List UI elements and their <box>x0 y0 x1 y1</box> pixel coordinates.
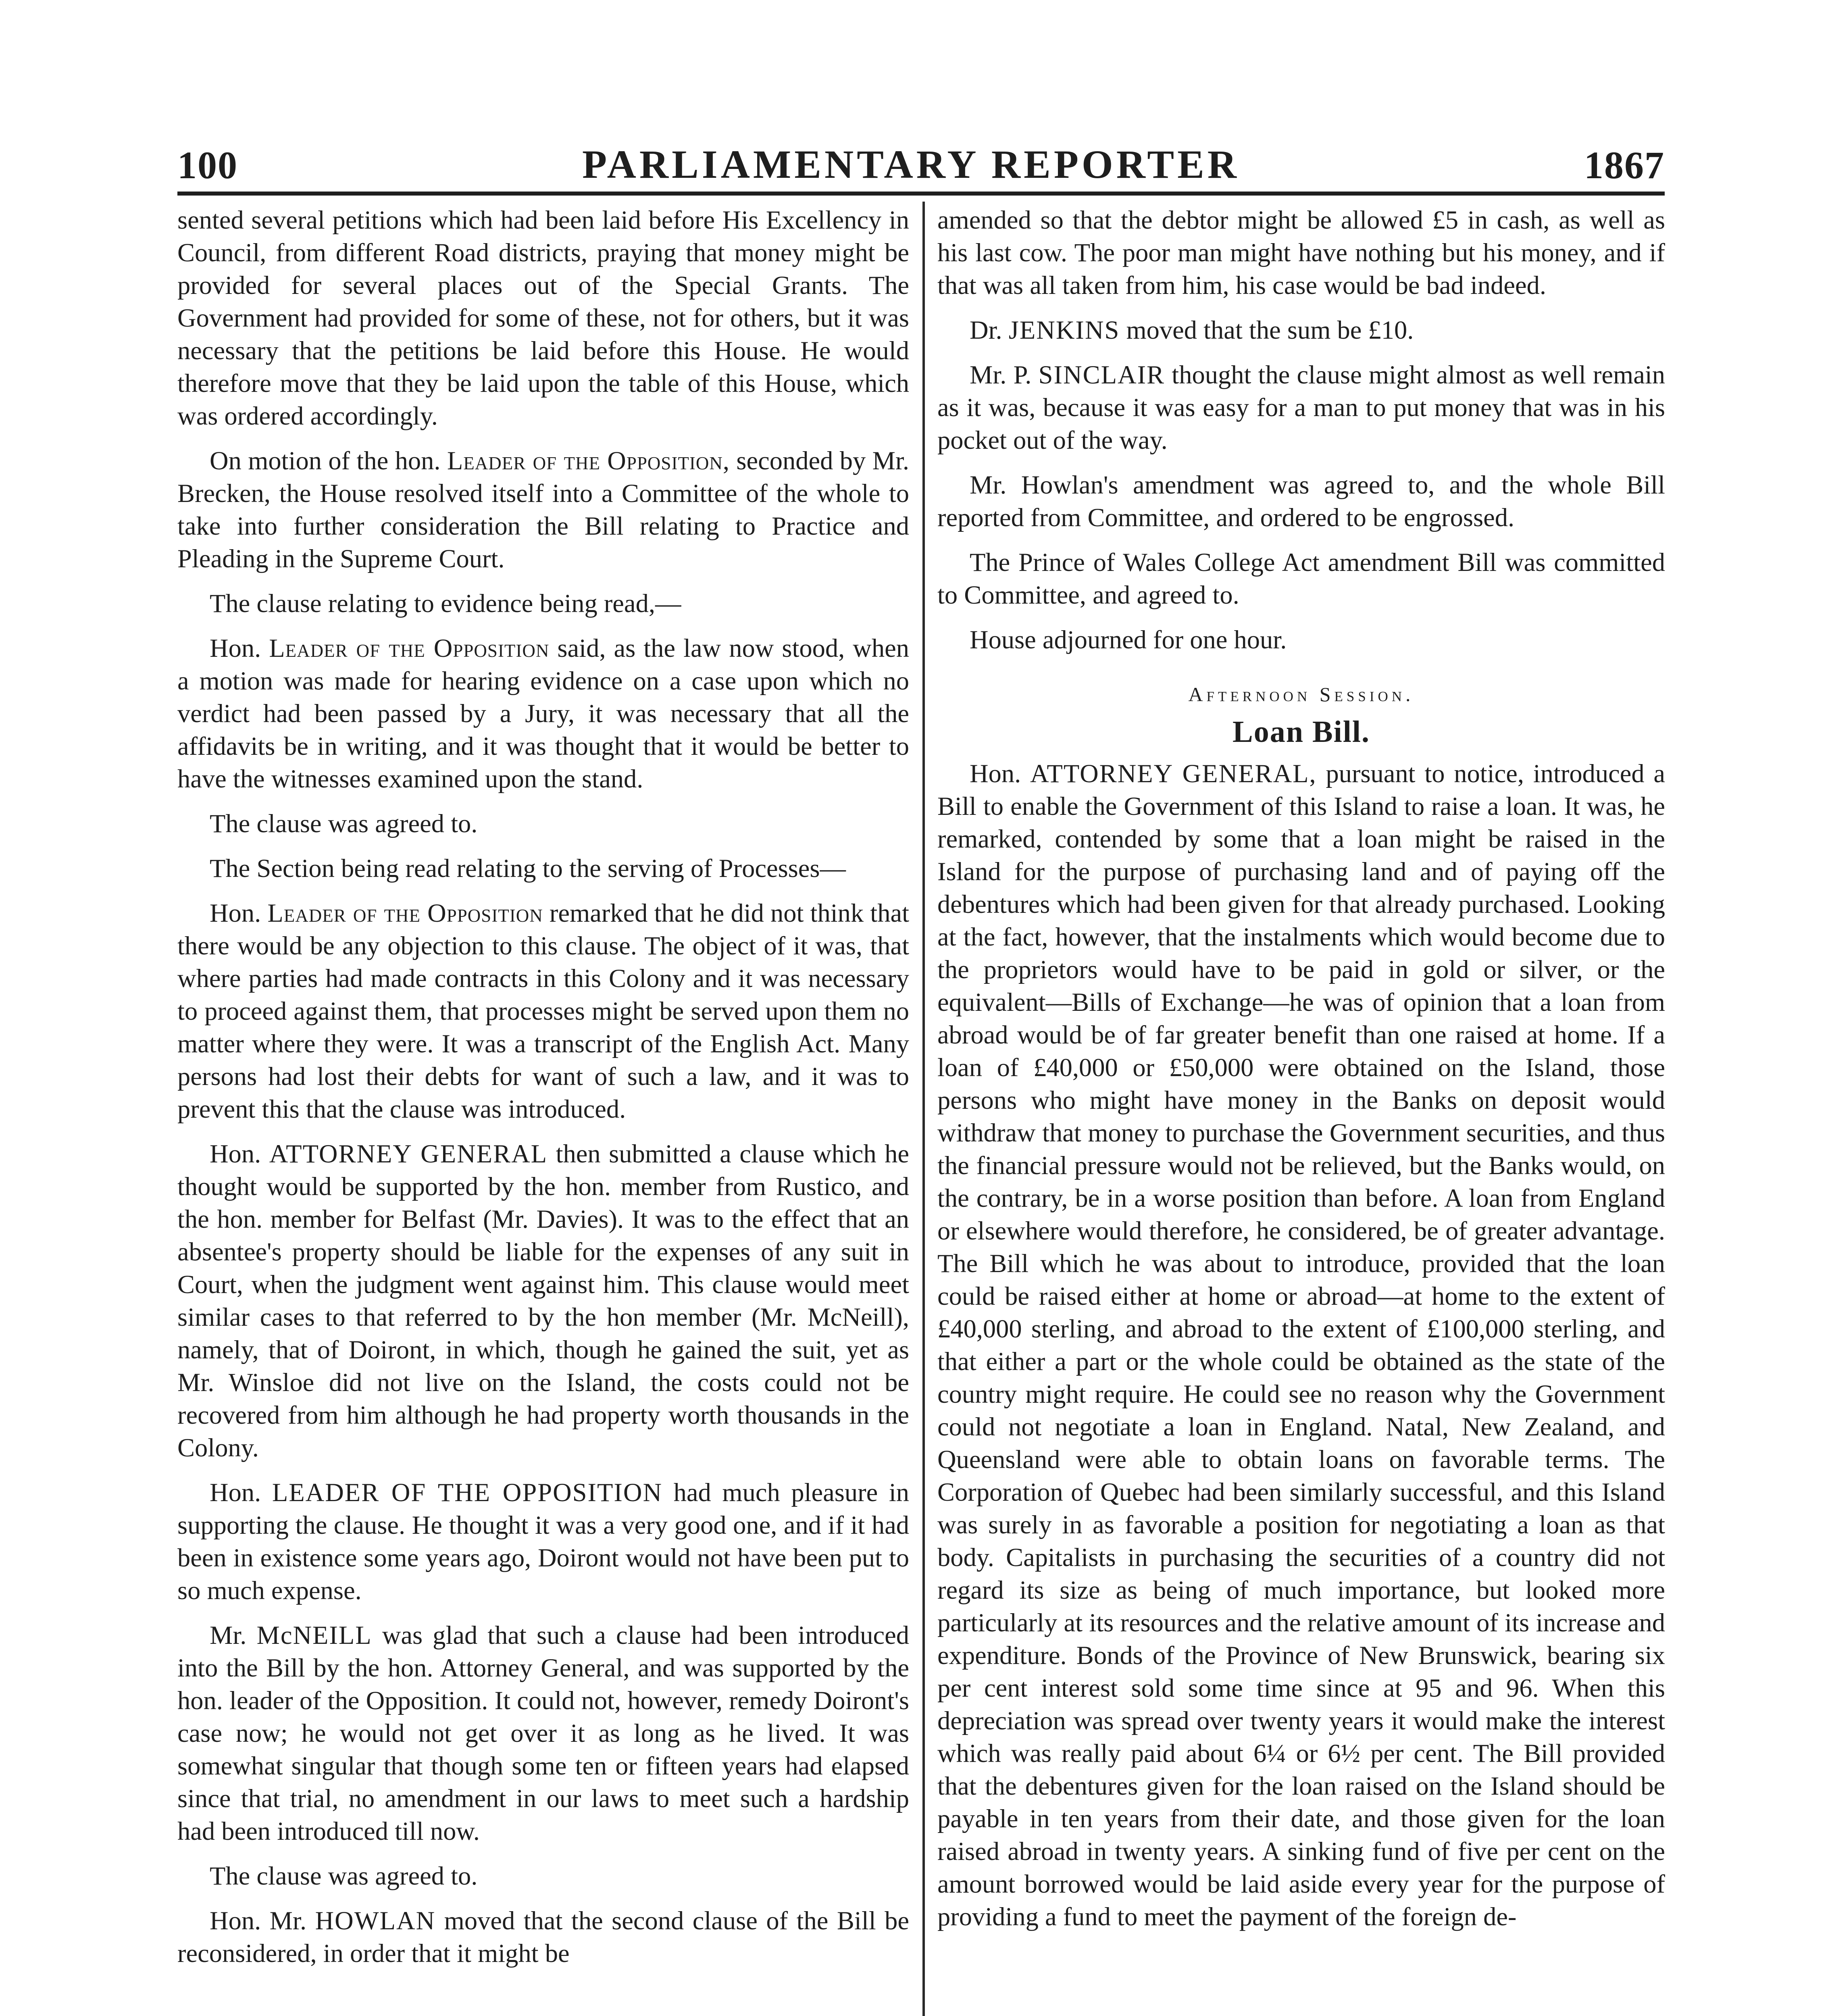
paragraph: The Section being read relating to the serving of Processes— <box>210 854 846 883</box>
paragraph <box>177 897 909 1125</box>
speaker-name: LEADER OF THE OPPOSITION <box>272 1478 663 1507</box>
paragraph-text: remarked that he did not think that there would be any objection to this clause. The object of it was, that where parties had made contracts in this Colony and it was necessary to proceed against them, that processes might be served upon them no matter where they were. It was a transcript of the English Act. Many persons had lost their debts for want of such a law, and it was to prevent this that the clause was introduced. <box>177 899 909 1123</box>
paragraph: amended so that the debtor might be allowed £5 in cash, as well as his last cow. The poor man might have nothing but his money, and if that was all taken from him, his case would be bad indeed. <box>937 206 1665 300</box>
paragraph-text: moved that the sum be £10. <box>1126 316 1414 344</box>
paragraph-text: had much pleasure in supporting the clause. He thought it was a very good one, and if it had been in existence some years ago, Doiront would not have been put to so much expense. <box>177 1478 909 1605</box>
paragraph-lead: Hon. <box>210 1478 261 1507</box>
paragraph: The clause was agreed to. <box>210 809 478 838</box>
paragraph: The Prince of Wales College Act amendment Bill was committed to Committee, and agreed to. <box>937 548 1665 609</box>
section-heading: Loan Bill. <box>1232 715 1370 749</box>
paragraph <box>177 1904 909 1970</box>
speaker-name: Leader of the Opposition <box>267 899 543 927</box>
speaker-name: McNEILL <box>256 1621 372 1649</box>
page-header <box>177 137 1665 187</box>
right-column <box>937 204 1665 2016</box>
paragraph-lead: Hon. <box>210 899 261 927</box>
paragraph <box>937 314 1665 346</box>
paragraph <box>937 757 1665 1933</box>
running-title: PARLIAMENTARY REPORTER <box>582 142 1240 187</box>
column-divider <box>922 202 925 2016</box>
paragraph-text: moved that the second clause of the Bill be reconsidered, in order that it might be <box>177 1906 909 1968</box>
paragraph-lead: On motion of the hon. <box>210 446 441 475</box>
header-year: 1867 <box>1584 144 1665 187</box>
paragraph: House adjourned for one hour. <box>970 625 1287 654</box>
paragraph: sented several petitions which had been laid before His Excellency in Council, from different Road districts, praying that money might be provided for several places out of the Special Grants. The Government had provided for some of these, not for others, but it was necessary that the petitions be laid before this House. He would therefore move that they be laid upon the table of this House, which was ordered accordingly. <box>177 206 909 430</box>
paragraph-lead: Mr. P. <box>970 360 1032 389</box>
speaker-name: ATTORNEY GENERAL, <box>1030 759 1317 788</box>
speaker-name: ATTORNEY GENERAL <box>269 1139 548 1168</box>
header-rule <box>177 192 1665 196</box>
paragraph-text: seconded by Mr. Brecken, the House resolved itself into a Committee of the whole to take into further consideration the Bill relating to Practice and Pleading in the Supreme Court. <box>177 446 909 573</box>
paragraph-lead: Hon. <box>210 1139 261 1168</box>
paragraph <box>177 1137 909 1464</box>
session-label: Afternoon Session. <box>1188 683 1414 706</box>
left-column <box>177 204 909 2016</box>
paragraph <box>177 632 909 795</box>
paragraph: Mr. Howlan's amendment was agreed to, and the whole Bill reported from Committee, and ordered to be engrossed. <box>937 471 1665 532</box>
paragraph-lead: Dr. <box>970 316 1002 344</box>
paragraph-lead: Hon. <box>210 634 261 662</box>
paragraph-text: then submitted a clause which he thought would be supported by the hon. member from Rustico, and the hon. member for Belfast (Mr. Davies). It was to the effect that an absentee's property should be liable for the expenses of any suit in Court, when the judgment went against him. This clause would meet similar cases to that referred to by the hon member (Mr. McNeill), namely, that of Doiront, in which, though he gained the suit, yet as Mr. Winsloe did not live on the Island, the costs could not be recovered from him although he had property worth thousands in the Colony. <box>177 1139 909 1462</box>
paragraph: The clause relating to evidence being read,— <box>210 589 681 618</box>
paragraph-lead: Hon. Mr. <box>210 1906 307 1935</box>
page-number: 100 <box>177 144 238 187</box>
speaker-name: JENKINS <box>1008 316 1120 344</box>
speaker-name: SINCLAIR <box>1038 360 1165 389</box>
speaker-name: Leader of the Opposition <box>269 634 550 662</box>
paragraph <box>177 1619 909 1847</box>
paragraph-text: thought the clause might almost as well remain as it was, because it was easy for a man to put money that was in his pocket out of the way. <box>937 360 1665 454</box>
paragraph: The clause was agreed to. <box>210 1862 478 1890</box>
paragraph <box>177 444 909 575</box>
paragraph-text: pursuant to notice, introduced a Bill to enable the Government of this Island to raise a loan. It was, he remarked, contended by some that a loan might be raised in the Island for the purpose of purchasing land and of paying off the debentures which had been given for that already purchased. Looking at the fact, however, that the instalments which would become due to the proprietors would have to be paid in gold or silver, or the equivalent—Bills of Exchange—he was of opinion that a loan from abroad would be of far greater benefit than one raised at home. If a loan of £40,000 or £50,000 were obtained on the Island, those persons who might have money in the Banks on deposit would withdraw that money to purchase the Government securities, and thus the financial pressure would not be relieved, but the Banks would, on the contrary, be in a worse position than before. A loan from England or elsewhere would therefore, he considered, be of greater advantage. The Bill which he was about to introduce, provided that the loan could be raised either at home or abroad—at home to the extent of £40,000 sterling, and abroad to the extent of £100,000 sterling, and that either a part or the whole could be obtained as the state of the country might require. He could see no reason why the Government could not negotiate a loan in England. Natal, New Zealand, and Queensland were able to obtain loans on favorable terms. The Corporation of Quebec had been similarly successful, and this Island was surely in as favorable a position for negotiating a loan as that body. Capitalists in purchasing the securities of a country did not regard its size as being of much importance, but looked more particularly at its resources and the relative amount of its increase and expenditure. Bonds of the Province of New Brunswick, bearing six per cent interest sold some time since at 95 and 96. When this depreciation was spread over twenty years it would make the interest which was really paid about 6¼ or 6½ per cent. The Bill provided that the debentures given for the loan raised on the Island should be payable in ten years from their date, and those given for the loan raised abroad in twenty years. A sinking fund of five per cent on the amount borrowed would be laid aside every year for the purpose of providing a fund to meet the payment of the foreign de- <box>937 759 1665 1931</box>
speaker-name: HOWLAN <box>315 1906 436 1935</box>
paragraph-text: was glad that such a clause had been introduced into the Bill by the hon. Attorney General, and was supported by the hon. leader of the Opposition. It could not, however, remedy Doiront's case now; he would not get over it as long as he lived. It was somewhat singular that though some ten or fifteen years had elapsed since that trial, no amendment in our laws to meet such a hardship had been introduced till now. <box>177 1621 909 1845</box>
paragraph <box>177 1476 909 1607</box>
paragraph-lead: Hon. <box>970 759 1021 788</box>
paragraph <box>937 358 1665 456</box>
paragraph-text: said, as the law now stood, when a motion was made for hearing evidence on a case upon which no verdict had been passed by a Jury, it was necessary that all the affidavits be in writing, and it was thought that it would be better to have the witnesses examined upon the stand. <box>177 634 909 793</box>
speaker-name: Leader of the Opposition, <box>447 446 730 475</box>
paragraph-lead: Mr. <box>210 1621 247 1649</box>
